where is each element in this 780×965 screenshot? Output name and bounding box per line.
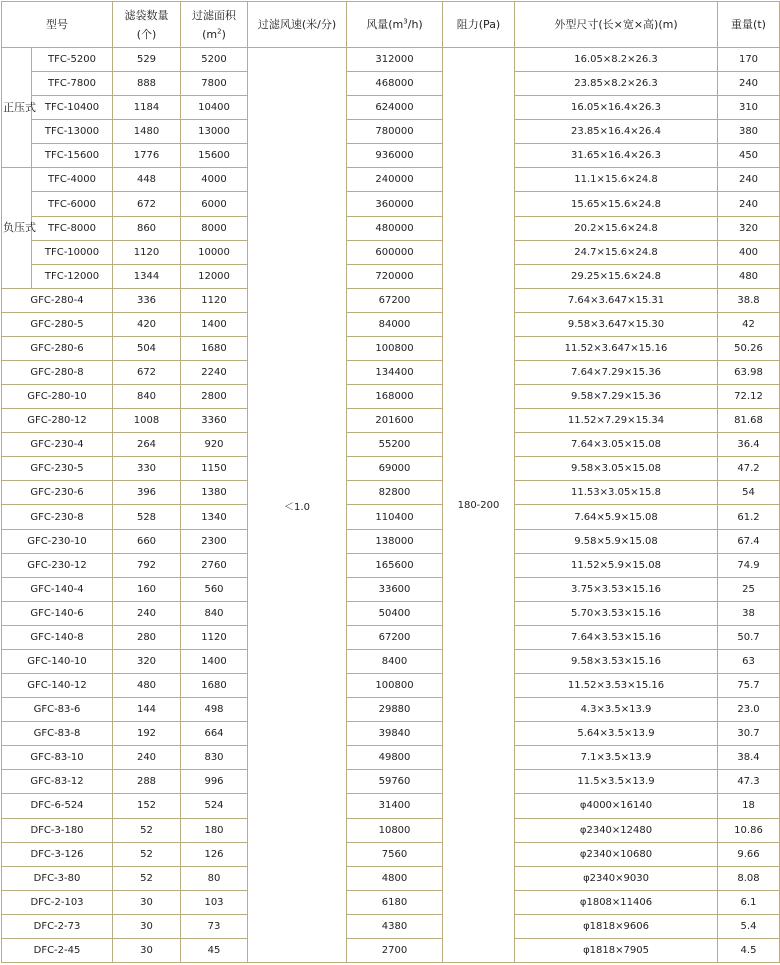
air-volume-cell: 69000 bbox=[347, 457, 443, 481]
dimensions-cell: 11.52×3.647×15.16 bbox=[515, 336, 718, 360]
dimensions-cell: 3.75×3.53×15.16 bbox=[515, 577, 718, 601]
model-cell: TFC-7800 bbox=[32, 72, 113, 96]
model-cell: GFC-230-8 bbox=[2, 505, 113, 529]
model-cell: TFC-12000 bbox=[32, 264, 113, 288]
filter-area-cell: 1120 bbox=[181, 288, 248, 312]
bag-count-cell: 30 bbox=[113, 938, 181, 962]
dimensions-cell: 7.64×7.29×15.36 bbox=[515, 361, 718, 385]
weight-cell: 480 bbox=[718, 264, 780, 288]
model-cell: GFC-140-4 bbox=[2, 577, 113, 601]
dimensions-cell: 7.64×3.05×15.08 bbox=[515, 433, 718, 457]
table-row bbox=[2, 890, 780, 914]
air-volume-cell: 50400 bbox=[347, 601, 443, 625]
weight-cell: 75.7 bbox=[718, 674, 780, 698]
dimensions-cell: 29.25×15.6×24.8 bbox=[515, 264, 718, 288]
air-volume-cell: 29880 bbox=[347, 698, 443, 722]
model-cell: TFC-6000 bbox=[32, 192, 113, 216]
model-cell: DFC-6-524 bbox=[2, 794, 113, 818]
dust-collector-spec-table bbox=[1, 1, 780, 963]
air-volume-cell: 624000 bbox=[347, 96, 443, 120]
dimensions-cell: 24.7×15.6×24.8 bbox=[515, 240, 718, 264]
filter-area-cell: 180 bbox=[181, 818, 248, 842]
table-row bbox=[2, 288, 780, 312]
bag-count-cell: 1008 bbox=[113, 409, 181, 433]
air-volume-cell: 936000 bbox=[347, 144, 443, 168]
air-volume-cell: 67200 bbox=[347, 288, 443, 312]
weight-cell: 50.7 bbox=[718, 625, 780, 649]
weight-cell: 240 bbox=[718, 192, 780, 216]
model-cell: GFC-83-10 bbox=[2, 746, 113, 770]
bag-count-cell: 1344 bbox=[113, 264, 181, 288]
header-resistance: 阻力(Pa) bbox=[443, 2, 515, 48]
dimensions-cell: 15.65×15.6×24.8 bbox=[515, 192, 718, 216]
table-row bbox=[2, 553, 780, 577]
model-cell: TFC-15600 bbox=[32, 144, 113, 168]
weight-cell: 320 bbox=[718, 216, 780, 240]
table-row bbox=[2, 361, 780, 385]
bag-count-cell: 52 bbox=[113, 842, 181, 866]
table-row bbox=[2, 240, 780, 264]
dimensions-cell: 11.52×7.29×15.34 bbox=[515, 409, 718, 433]
filter-area-cell: 4000 bbox=[181, 168, 248, 192]
weight-cell: 67.4 bbox=[718, 529, 780, 553]
filter-area-cell: 1680 bbox=[181, 674, 248, 698]
model-cell: DFC-3-180 bbox=[2, 818, 113, 842]
air-volume-cell: 168000 bbox=[347, 385, 443, 409]
dimensions-cell: 11.52×3.53×15.16 bbox=[515, 674, 718, 698]
weight-cell: 63 bbox=[718, 649, 780, 673]
air-volume-cell: 240000 bbox=[347, 168, 443, 192]
weight-cell: 4.5 bbox=[718, 938, 780, 962]
model-cell: GFC-140-8 bbox=[2, 625, 113, 649]
bag-count-cell: 288 bbox=[113, 770, 181, 794]
weight-cell: 5.4 bbox=[718, 914, 780, 938]
group-positive-pressure: 正压式 bbox=[2, 48, 32, 168]
weight-cell: 23.0 bbox=[718, 698, 780, 722]
model-cell: GFC-83-8 bbox=[2, 722, 113, 746]
air-volume-cell: 138000 bbox=[347, 529, 443, 553]
air-volume-cell: 312000 bbox=[347, 48, 443, 72]
dimensions-cell: 7.64×5.9×15.08 bbox=[515, 505, 718, 529]
weight-cell: 38.8 bbox=[718, 288, 780, 312]
bag-count-cell: 336 bbox=[113, 288, 181, 312]
filter-area-cell: 2240 bbox=[181, 361, 248, 385]
model-cell: GFC-83-6 bbox=[2, 698, 113, 722]
filter-area-cell: 560 bbox=[181, 577, 248, 601]
air-volume-cell: 59760 bbox=[347, 770, 443, 794]
table-row bbox=[2, 457, 780, 481]
bag-count-cell: 529 bbox=[113, 48, 181, 72]
dimensions-cell: 9.58×3.647×15.30 bbox=[515, 312, 718, 336]
table-row bbox=[2, 746, 780, 770]
bag-count-cell: 30 bbox=[113, 914, 181, 938]
header-bags: 滤袋数量 (个) bbox=[113, 2, 181, 48]
weight-cell: 81.68 bbox=[718, 409, 780, 433]
dimensions-cell: 5.70×3.53×15.16 bbox=[515, 601, 718, 625]
dimensions-cell: 11.52×5.9×15.08 bbox=[515, 553, 718, 577]
bag-count-cell: 1480 bbox=[113, 120, 181, 144]
table-row bbox=[2, 72, 780, 96]
air-volume-cell: 4380 bbox=[347, 914, 443, 938]
dimensions-cell: 9.58×3.53×15.16 bbox=[515, 649, 718, 673]
model-cell: GFC-280-10 bbox=[2, 385, 113, 409]
bag-count-cell: 264 bbox=[113, 433, 181, 457]
air-volume-cell: 720000 bbox=[347, 264, 443, 288]
model-cell: DFC-2-103 bbox=[2, 890, 113, 914]
dimensions-cell: 9.58×3.05×15.08 bbox=[515, 457, 718, 481]
table-row bbox=[2, 336, 780, 360]
filter-area-cell: 73 bbox=[181, 914, 248, 938]
dimensions-cell: 20.2×15.6×24.8 bbox=[515, 216, 718, 240]
model-cell: GFC-280-4 bbox=[2, 288, 113, 312]
table-row bbox=[2, 168, 780, 192]
filter-area-cell: 3360 bbox=[181, 409, 248, 433]
filter-area-cell: 5200 bbox=[181, 48, 248, 72]
dimensions-cell: φ2340×12480 bbox=[515, 818, 718, 842]
table-row bbox=[2, 601, 780, 625]
dimensions-cell: 9.58×5.9×15.08 bbox=[515, 529, 718, 553]
table-row bbox=[2, 385, 780, 409]
bag-count-cell: 448 bbox=[113, 168, 181, 192]
filter-area-cell: 1400 bbox=[181, 649, 248, 673]
filter-area-cell: 840 bbox=[181, 601, 248, 625]
table-row bbox=[2, 866, 780, 890]
model-cell: GFC-280-8 bbox=[2, 361, 113, 385]
table-row bbox=[2, 794, 780, 818]
dimensions-cell: 11.5×3.5×13.9 bbox=[515, 770, 718, 794]
dimensions-cell: 23.85×16.4×26.4 bbox=[515, 120, 718, 144]
model-cell: TFC-10000 bbox=[32, 240, 113, 264]
bag-count-cell: 192 bbox=[113, 722, 181, 746]
filter-area-cell: 1400 bbox=[181, 312, 248, 336]
model-cell: GFC-83-12 bbox=[2, 770, 113, 794]
air-volume-cell: 7560 bbox=[347, 842, 443, 866]
air-volume-cell: 100800 bbox=[347, 336, 443, 360]
dimensions-cell: φ1818×9606 bbox=[515, 914, 718, 938]
weight-cell: 9.66 bbox=[718, 842, 780, 866]
table-row bbox=[2, 649, 780, 673]
filter-area-cell: 10400 bbox=[181, 96, 248, 120]
bag-count-cell: 1184 bbox=[113, 96, 181, 120]
filter-area-cell: 12000 bbox=[181, 264, 248, 288]
table-row bbox=[2, 698, 780, 722]
filter-area-cell: 103 bbox=[181, 890, 248, 914]
table-row bbox=[2, 577, 780, 601]
air-volume-cell: 110400 bbox=[347, 505, 443, 529]
weight-cell: 450 bbox=[718, 144, 780, 168]
bag-count-cell: 152 bbox=[113, 794, 181, 818]
air-volume-cell: 33600 bbox=[347, 577, 443, 601]
bag-count-cell: 840 bbox=[113, 385, 181, 409]
model-cell: TFC-10400 bbox=[32, 96, 113, 120]
bag-count-cell: 672 bbox=[113, 192, 181, 216]
weight-cell: 10.86 bbox=[718, 818, 780, 842]
bag-count-cell: 320 bbox=[113, 649, 181, 673]
filter-area-cell: 2760 bbox=[181, 553, 248, 577]
filter-area-cell: 13000 bbox=[181, 120, 248, 144]
air-volume-cell: 67200 bbox=[347, 625, 443, 649]
air-volume-cell: 10800 bbox=[347, 818, 443, 842]
air-volume-cell: 468000 bbox=[347, 72, 443, 96]
air-volume-cell: 100800 bbox=[347, 674, 443, 698]
dimensions-cell: 16.05×16.4×26.3 bbox=[515, 96, 718, 120]
weight-cell: 38 bbox=[718, 601, 780, 625]
dimensions-cell: 31.65×16.4×26.3 bbox=[515, 144, 718, 168]
weight-cell: 30.7 bbox=[718, 722, 780, 746]
weight-cell: 400 bbox=[718, 240, 780, 264]
air-volume-cell: 84000 bbox=[347, 312, 443, 336]
model-cell: TFC-13000 bbox=[32, 120, 113, 144]
model-cell: GFC-230-12 bbox=[2, 553, 113, 577]
dimensions-cell: 7.64×3.647×15.31 bbox=[515, 288, 718, 312]
dimensions-cell: 23.85×8.2×26.3 bbox=[515, 72, 718, 96]
weight-cell: 50.26 bbox=[718, 336, 780, 360]
air-volume-cell: 55200 bbox=[347, 433, 443, 457]
bag-count-cell: 792 bbox=[113, 553, 181, 577]
model-cell: DFC-2-73 bbox=[2, 914, 113, 938]
model-cell: GFC-280-6 bbox=[2, 336, 113, 360]
model-cell: GFC-140-12 bbox=[2, 674, 113, 698]
dimensions-cell: 11.1×15.6×24.8 bbox=[515, 168, 718, 192]
air-volume-cell: 49800 bbox=[347, 746, 443, 770]
filter-area-cell: 6000 bbox=[181, 192, 248, 216]
air-volume-cell: 4800 bbox=[347, 866, 443, 890]
weight-cell: 38.4 bbox=[718, 746, 780, 770]
filter-area-cell: 920 bbox=[181, 433, 248, 457]
weight-cell: 42 bbox=[718, 312, 780, 336]
weight-cell: 310 bbox=[718, 96, 780, 120]
filter-area-cell: 10000 bbox=[181, 240, 248, 264]
table-row bbox=[2, 818, 780, 842]
air-volume-cell: 360000 bbox=[347, 192, 443, 216]
weight-cell: 72.12 bbox=[718, 385, 780, 409]
table-row bbox=[2, 938, 780, 962]
dimensions-cell: φ2340×9030 bbox=[515, 866, 718, 890]
bag-count-cell: 660 bbox=[113, 529, 181, 553]
air-volume-cell: 6180 bbox=[347, 890, 443, 914]
header-air-volume: 风量$(m^3/h)$ bbox=[347, 2, 443, 48]
weight-cell: 74.9 bbox=[718, 553, 780, 577]
dimensions-cell: φ4000×16140 bbox=[515, 794, 718, 818]
filter-area-cell: 15600 bbox=[181, 144, 248, 168]
air-volume-cell: 480000 bbox=[347, 216, 443, 240]
weight-cell: 170 bbox=[718, 48, 780, 72]
table-row bbox=[2, 914, 780, 938]
group-negative-pressure: 负压式 bbox=[2, 168, 32, 288]
header-speed: 过滤风速(米/分) bbox=[248, 2, 347, 48]
header-dimensions: 外型尺寸(长×宽×高)(m) bbox=[515, 2, 718, 48]
filter-area-cell: 7800 bbox=[181, 72, 248, 96]
model-cell: GFC-230-10 bbox=[2, 529, 113, 553]
header-row bbox=[2, 2, 780, 48]
filter-area-cell: 45 bbox=[181, 938, 248, 962]
bag-count-cell: 52 bbox=[113, 866, 181, 890]
dimensions-cell: 9.58×7.29×15.36 bbox=[515, 385, 718, 409]
bag-count-cell: 144 bbox=[113, 698, 181, 722]
model-cell: TFC-8000 bbox=[32, 216, 113, 240]
filter-area-cell: 2800 bbox=[181, 385, 248, 409]
dimensions-cell: φ2340×10680 bbox=[515, 842, 718, 866]
air-volume-cell: 201600 bbox=[347, 409, 443, 433]
table-row bbox=[2, 264, 780, 288]
table-row bbox=[2, 433, 780, 457]
table-row bbox=[2, 505, 780, 529]
model-cell: TFC-5200 bbox=[32, 48, 113, 72]
filter-area-cell: 80 bbox=[181, 866, 248, 890]
dimensions-cell: 7.1×3.5×13.9 bbox=[515, 746, 718, 770]
filter-area-cell: 2300 bbox=[181, 529, 248, 553]
table-row bbox=[2, 144, 780, 168]
filter-area-cell: 664 bbox=[181, 722, 248, 746]
filter-area-cell: 1150 bbox=[181, 457, 248, 481]
dimensions-cell: 5.64×3.5×13.9 bbox=[515, 722, 718, 746]
bag-count-cell: 420 bbox=[113, 312, 181, 336]
filter-area-cell: 524 bbox=[181, 794, 248, 818]
weight-cell: 47.2 bbox=[718, 457, 780, 481]
table-row bbox=[2, 481, 780, 505]
air-volume-cell: 31400 bbox=[347, 794, 443, 818]
header-model: 型号 bbox=[2, 2, 113, 48]
model-cell: GFC-230-6 bbox=[2, 481, 113, 505]
bag-count-cell: 240 bbox=[113, 601, 181, 625]
weight-cell: 380 bbox=[718, 120, 780, 144]
dimensions-cell: φ1818×7905 bbox=[515, 938, 718, 962]
table-body bbox=[2, 48, 780, 963]
table-row bbox=[2, 674, 780, 698]
model-cell: DFC-3-80 bbox=[2, 866, 113, 890]
filter-speed-cell: ＜1.0 bbox=[248, 48, 347, 963]
bag-count-cell: 860 bbox=[113, 216, 181, 240]
model-cell: DFC-2-45 bbox=[2, 938, 113, 962]
bag-count-cell: 504 bbox=[113, 336, 181, 360]
bag-count-cell: 480 bbox=[113, 674, 181, 698]
model-cell: GFC-230-5 bbox=[2, 457, 113, 481]
bag-count-cell: 160 bbox=[113, 577, 181, 601]
weight-cell: 240 bbox=[718, 72, 780, 96]
bag-count-cell: 528 bbox=[113, 505, 181, 529]
air-volume-cell: 134400 bbox=[347, 361, 443, 385]
model-cell: TFC-4000 bbox=[32, 168, 113, 192]
header-area: 过滤面积 $(m^2)$ bbox=[181, 2, 248, 48]
resistance-cell: 180-200 bbox=[443, 48, 515, 963]
filter-area-cell: 126 bbox=[181, 842, 248, 866]
table-row bbox=[2, 409, 780, 433]
table-row bbox=[2, 120, 780, 144]
bag-count-cell: 240 bbox=[113, 746, 181, 770]
weight-cell: 36.4 bbox=[718, 433, 780, 457]
weight-cell: 47.3 bbox=[718, 770, 780, 794]
table-row bbox=[2, 192, 780, 216]
bag-count-cell: 672 bbox=[113, 361, 181, 385]
filter-area-cell: 830 bbox=[181, 746, 248, 770]
dimensions-cell: 16.05×8.2×26.3 bbox=[515, 48, 718, 72]
table-row bbox=[2, 48, 780, 72]
dimensions-cell: 7.64×3.53×15.16 bbox=[515, 625, 718, 649]
weight-cell: 25 bbox=[718, 577, 780, 601]
weight-cell: 54 bbox=[718, 481, 780, 505]
air-volume-cell: 8400 bbox=[347, 649, 443, 673]
model-cell: DFC-3-126 bbox=[2, 842, 113, 866]
table-row bbox=[2, 842, 780, 866]
model-cell: GFC-280-12 bbox=[2, 409, 113, 433]
model-cell: GFC-230-4 bbox=[2, 433, 113, 457]
filter-area-cell: 1680 bbox=[181, 336, 248, 360]
filter-area-cell: 8000 bbox=[181, 216, 248, 240]
model-cell: GFC-280-5 bbox=[2, 312, 113, 336]
bag-count-cell: 1120 bbox=[113, 240, 181, 264]
dimensions-cell: 11.53×3.05×15.8 bbox=[515, 481, 718, 505]
header-weight: 重量(t) bbox=[718, 2, 780, 48]
bag-count-cell: 888 bbox=[113, 72, 181, 96]
weight-cell: 61.2 bbox=[718, 505, 780, 529]
filter-area-cell: 1380 bbox=[181, 481, 248, 505]
table-row bbox=[2, 770, 780, 794]
air-volume-cell: 780000 bbox=[347, 120, 443, 144]
air-volume-cell: 165600 bbox=[347, 553, 443, 577]
weight-cell: 240 bbox=[718, 168, 780, 192]
table-row bbox=[2, 625, 780, 649]
bag-count-cell: 280 bbox=[113, 625, 181, 649]
weight-cell: 63.98 bbox=[718, 361, 780, 385]
filter-area-cell: 996 bbox=[181, 770, 248, 794]
dimensions-cell: φ1808×11406 bbox=[515, 890, 718, 914]
bag-count-cell: 52 bbox=[113, 818, 181, 842]
filter-area-cell: 1340 bbox=[181, 505, 248, 529]
table-row bbox=[2, 529, 780, 553]
weight-cell: 8.08 bbox=[718, 866, 780, 890]
model-cell: GFC-140-6 bbox=[2, 601, 113, 625]
table-row bbox=[2, 722, 780, 746]
dimensions-cell: 4.3×3.5×13.9 bbox=[515, 698, 718, 722]
bag-count-cell: 1776 bbox=[113, 144, 181, 168]
table-row bbox=[2, 96, 780, 120]
model-cell: GFC-140-10 bbox=[2, 649, 113, 673]
table-row bbox=[2, 216, 780, 240]
weight-cell: 6.1 bbox=[718, 890, 780, 914]
bag-count-cell: 330 bbox=[113, 457, 181, 481]
bag-count-cell: 396 bbox=[113, 481, 181, 505]
filter-area-cell: 1120 bbox=[181, 625, 248, 649]
bag-count-cell: 30 bbox=[113, 890, 181, 914]
filter-area-cell: 498 bbox=[181, 698, 248, 722]
air-volume-cell: 39840 bbox=[347, 722, 443, 746]
weight-cell: 18 bbox=[718, 794, 780, 818]
air-volume-cell: 82800 bbox=[347, 481, 443, 505]
air-volume-cell: 2700 bbox=[347, 938, 443, 962]
air-volume-cell: 600000 bbox=[347, 240, 443, 264]
table-row bbox=[2, 312, 780, 336]
